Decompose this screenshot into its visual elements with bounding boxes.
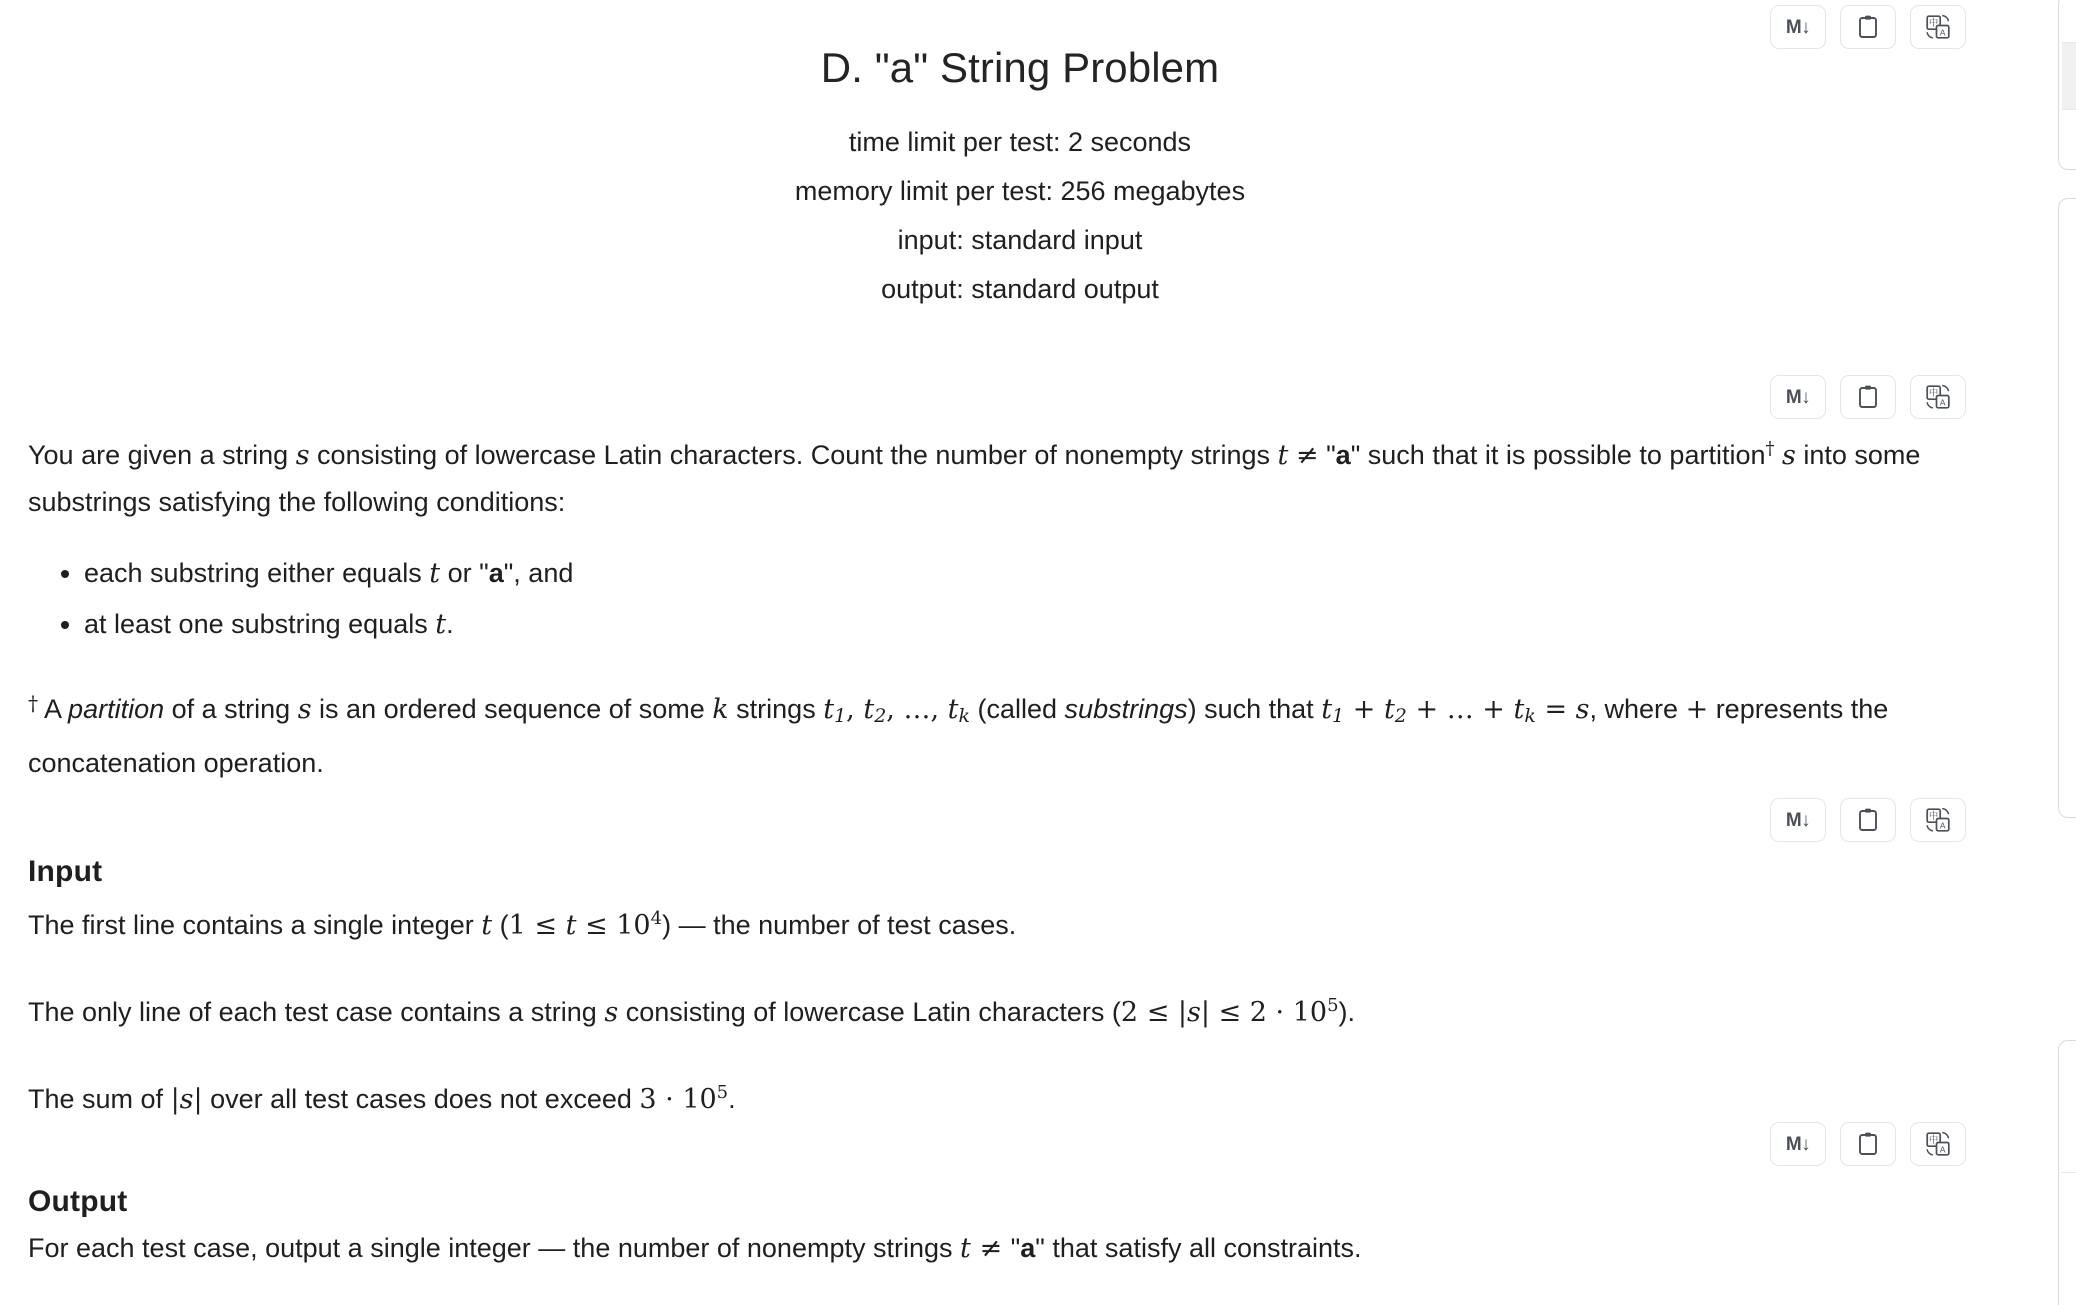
svg-text:A: A xyxy=(1939,1144,1946,1155)
quote-open: " xyxy=(1326,440,1336,470)
markdown-icon: M↓ xyxy=(1785,16,1811,38)
cdot-operator: · xyxy=(1266,997,1293,1028)
equals-operator: = xyxy=(1535,694,1576,725)
sub-k: k xyxy=(958,705,970,727)
dagger-marker: † xyxy=(1765,438,1775,459)
fn-text-8: represents the concatenation operation. xyxy=(28,694,1889,778)
num-10: 10 xyxy=(616,910,651,941)
ellipsis: … xyxy=(903,694,931,725)
plus-operator: + xyxy=(1344,694,1384,725)
sub-1: 1 xyxy=(834,705,847,727)
plus-operator: + xyxy=(1406,694,1447,725)
comma: , xyxy=(930,694,948,725)
abs-s: |s| xyxy=(170,1084,203,1115)
dagger-marker: † xyxy=(28,691,38,715)
le-operator: ≤ xyxy=(1138,997,1178,1028)
ellipsis: … xyxy=(1446,694,1474,725)
translate-button[interactable] xyxy=(1910,375,1966,419)
bullet-text-pre: at least one substring equals xyxy=(84,609,436,639)
exponent-4: 4 xyxy=(650,908,663,929)
svg-text:中: 中 xyxy=(1928,18,1939,30)
problem-header xyxy=(0,0,2040,314)
comma: , xyxy=(886,694,904,725)
bullet-text-post: ", and xyxy=(503,558,574,588)
sub-k: k xyxy=(1524,705,1536,727)
input-paragraph-1 xyxy=(28,895,2013,949)
in3-text-2: over all test cases does not exceed xyxy=(202,1084,640,1114)
var-s: s xyxy=(604,997,619,1028)
not-equal-symbol: ≠ xyxy=(970,1233,1011,1264)
sub-1: 1 xyxy=(1332,705,1345,727)
quote-close: " xyxy=(1350,440,1361,470)
in2-text-2: consisting of lowercase Latin characters ( xyxy=(618,997,1121,1027)
right-edge-card-middle xyxy=(2058,198,2076,818)
num-10: 10 xyxy=(682,1084,717,1115)
fn-text-1: A xyxy=(38,694,69,724)
var-t2: t xyxy=(1383,694,1395,725)
markdown-icon: M↓ xyxy=(1785,1133,1811,1155)
var-t: t xyxy=(565,910,577,941)
num-10: 10 xyxy=(1292,997,1328,1028)
stmt-text-2: consisting of lowercase Latin characters. Count the number of nonempty strings xyxy=(309,440,1278,470)
copy-to-clipboard-button[interactable] xyxy=(1840,375,1896,419)
period: . xyxy=(728,1084,736,1114)
paren-open: ( xyxy=(492,910,509,940)
svg-text:中: 中 xyxy=(1928,388,1939,400)
var-t1: t xyxy=(1321,694,1333,725)
quote-close: " xyxy=(1035,1233,1045,1263)
cdot-operator: · xyxy=(656,1084,683,1115)
fn-text-4: strings xyxy=(728,694,824,724)
num-2: 2 xyxy=(1249,997,1267,1028)
fn-text-7: , where xyxy=(1589,694,1686,724)
in2-text-1: The only line of each test case contains a string xyxy=(28,997,605,1027)
translate-icon xyxy=(1925,384,1951,410)
markdown-download-button[interactable] xyxy=(1770,798,1826,842)
output-paragraph xyxy=(28,1225,2013,1272)
literal-a: a xyxy=(488,558,504,588)
in-text-1: The first line contains a single integer xyxy=(28,910,482,940)
translate-button[interactable] xyxy=(1910,1122,1966,1166)
var-s-2: s xyxy=(1782,440,1796,471)
plus-operator: + xyxy=(1473,694,1514,725)
var-t: t xyxy=(435,609,447,640)
stmt-text-3: such that it is possible to partition xyxy=(1360,440,1766,470)
fn-text-3: is an ordered sequence of some xyxy=(311,694,713,724)
var-k: k xyxy=(712,694,729,725)
svg-text:A: A xyxy=(1939,820,1946,831)
in-text-2: — the number of test cases. xyxy=(671,910,1017,940)
emphasis-partition: partition xyxy=(68,694,165,724)
in3-text-1: The sum of xyxy=(28,1084,171,1114)
svg-text:A: A xyxy=(1939,27,1946,38)
not-equal-symbol: ≠ xyxy=(1295,440,1319,471)
num-2: 2 xyxy=(1120,997,1139,1028)
right-edge-card-top-inner xyxy=(2062,42,2076,110)
markdown-download-button[interactable] xyxy=(1770,1122,1826,1166)
var-s: s xyxy=(1575,694,1590,725)
input-paragraph-3 xyxy=(28,1069,2013,1123)
sub-2: 2 xyxy=(1394,705,1407,727)
list-item xyxy=(84,548,2013,599)
translate-icon xyxy=(1925,807,1951,833)
translate-button[interactable] xyxy=(1910,798,1966,842)
num-1: 1 xyxy=(508,910,526,941)
conditions-list xyxy=(28,548,2013,650)
output-section xyxy=(28,1185,2013,1272)
clipboard-icon xyxy=(1856,807,1880,833)
bullet-text-post: . xyxy=(446,609,454,639)
fn-text-6: ) such that xyxy=(1187,694,1322,724)
var-tk: t xyxy=(1513,694,1525,725)
input-section xyxy=(28,855,2013,1123)
svg-text:A: A xyxy=(1939,397,1946,408)
paren-close: ). xyxy=(1338,997,1356,1027)
num-3: 3 xyxy=(639,1084,657,1115)
literal-a: a xyxy=(1335,440,1351,470)
quote-open: " xyxy=(1010,1233,1021,1263)
le-operator: ≤ xyxy=(525,910,566,941)
action-buttons-input xyxy=(1770,798,1966,842)
copy-to-clipboard-button[interactable] xyxy=(1840,798,1896,842)
var-s: s xyxy=(295,440,310,471)
var-tk: t xyxy=(947,694,959,725)
clipboard-icon xyxy=(1856,1131,1880,1157)
stmt-text-1: You are given a string xyxy=(28,440,296,470)
list-item xyxy=(84,599,2013,650)
var-t: t xyxy=(481,910,493,941)
footnote-paragraph xyxy=(28,680,2013,787)
markdown-download-button[interactable] xyxy=(1770,375,1826,419)
var-s: s xyxy=(297,694,312,725)
exponent-5: 5 xyxy=(1327,995,1339,1016)
fn-text-2: of a string xyxy=(164,694,298,724)
out-text-1: For each test case, output a single integer — the number of nonempty strings xyxy=(28,1233,961,1263)
page-title: D. "a" String Problem xyxy=(820,44,1220,91)
var-t1: t xyxy=(823,694,835,725)
action-buttons-statement xyxy=(1770,375,1966,419)
var-t2: t xyxy=(863,694,875,725)
svg-text:中: 中 xyxy=(1928,1135,1939,1147)
var-t: t xyxy=(960,1233,971,1264)
input-paragraph-2 xyxy=(28,982,2013,1036)
plus-operator: + xyxy=(1685,694,1709,725)
svg-text:中: 中 xyxy=(1928,811,1939,823)
time-limit: time limit per test: 2 seconds xyxy=(848,127,1192,157)
statement-paragraph xyxy=(28,425,2013,526)
exponent-5: 5 xyxy=(716,1082,729,1103)
translate-icon xyxy=(1925,1131,1951,1157)
paren-close: ) xyxy=(662,910,672,940)
fn-text-5: (called xyxy=(970,694,1065,724)
memory-limit: memory limit per test: 256 megabytes xyxy=(794,176,1246,206)
var-t: t xyxy=(1277,440,1289,471)
le-operator: ≤ xyxy=(1209,997,1250,1028)
output-spec: output: standard output xyxy=(881,274,1159,304)
bullet-text-pre: each substring either equals xyxy=(84,558,430,588)
markdown-icon: M↓ xyxy=(1785,809,1811,831)
stmt-text-4: into some substrings satisfying the following conditions: xyxy=(28,440,1921,517)
abs-s: |s| xyxy=(1177,997,1210,1028)
markdown-icon: M↓ xyxy=(1785,386,1811,408)
input-spec: input: standard input xyxy=(897,225,1143,255)
right-edge-card-bottom-inner xyxy=(2062,1172,2076,1212)
out-text-2: that satisfy all constraints. xyxy=(1044,1233,1362,1263)
bullet-text-mid: or " xyxy=(440,558,489,588)
statement-body xyxy=(28,425,2013,787)
input-heading: Input xyxy=(28,855,103,888)
problem-limits xyxy=(0,118,2040,314)
literal-a: a xyxy=(1020,1233,1036,1263)
emphasis-substrings: substrings xyxy=(1064,694,1188,724)
clipboard-icon xyxy=(1856,384,1880,410)
sub-2: 2 xyxy=(874,705,887,727)
output-heading: Output xyxy=(28,1185,128,1218)
action-buttons-output xyxy=(1770,1122,1966,1166)
le-operator: ≤ xyxy=(576,910,617,941)
var-t: t xyxy=(429,558,441,589)
copy-to-clipboard-button[interactable] xyxy=(1840,1122,1896,1166)
comma: , xyxy=(846,694,864,725)
